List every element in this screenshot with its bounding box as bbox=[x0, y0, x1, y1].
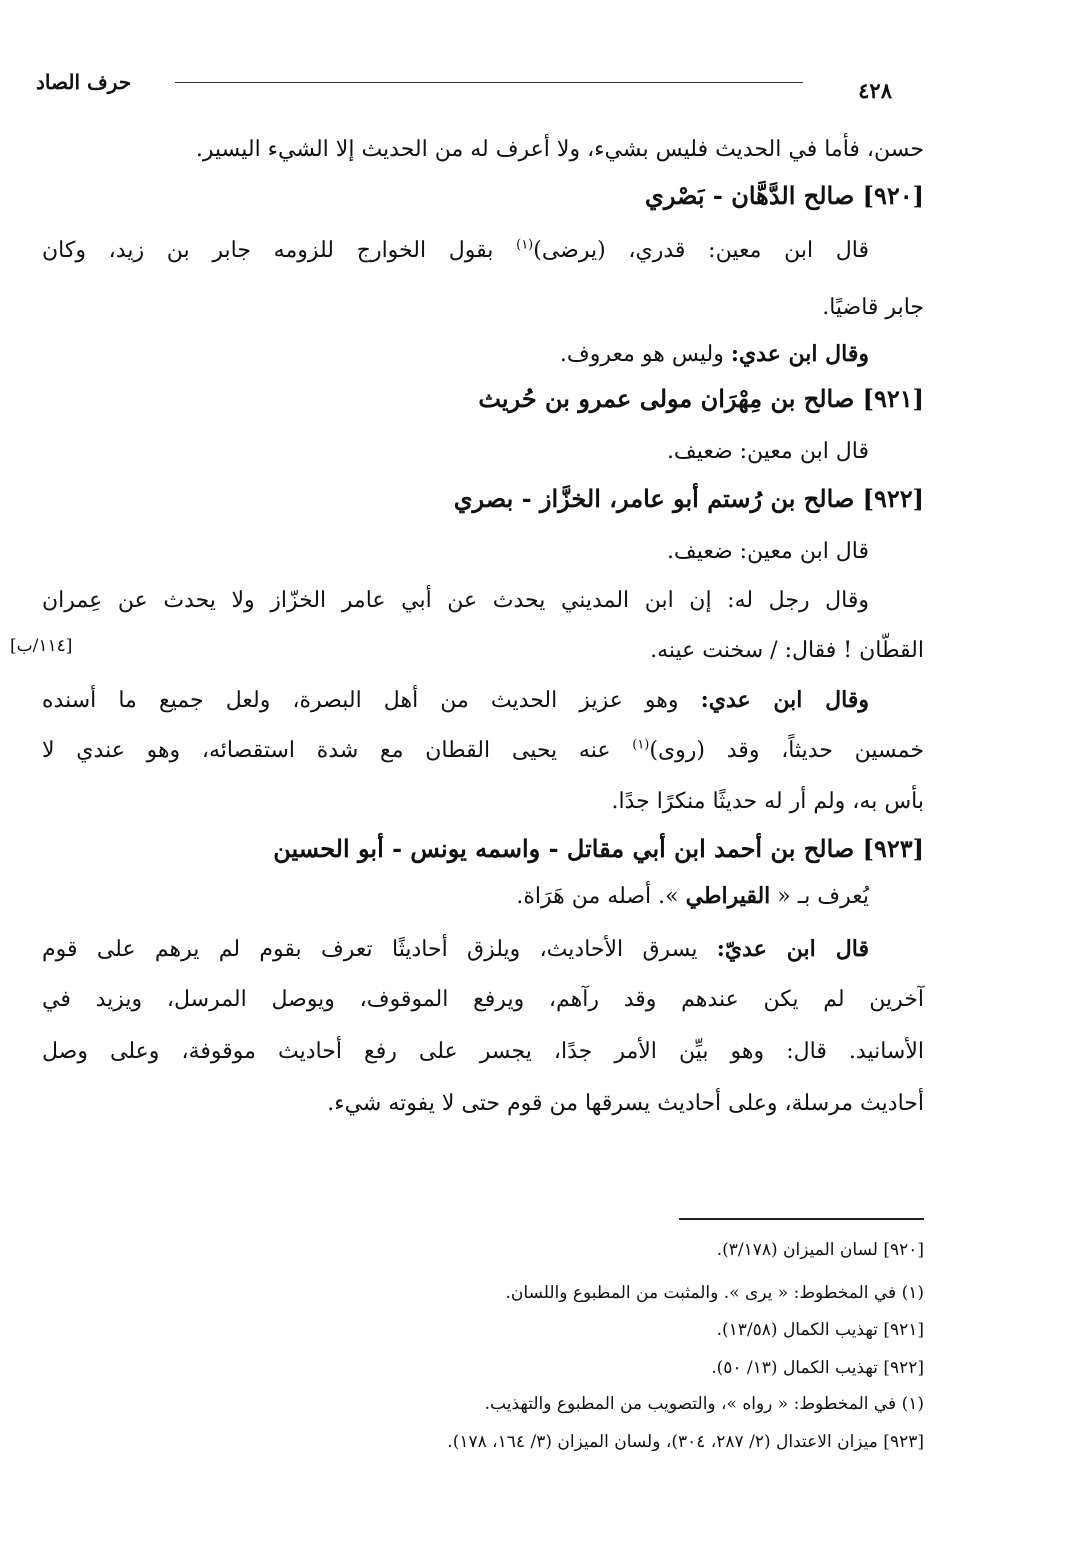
page-number: ٤٢٨ bbox=[858, 78, 892, 103]
text-segment: يسرق الأحاديث، ويلزق أحاديثًا تعرف بقوم لم يرهم على قوم bbox=[42, 937, 717, 962]
text-line-11: القطّان ! فقال: / سخنت عينه. bbox=[650, 638, 924, 663]
entry-heading-922: [٩٢٢] صالح بن رُستم أبو عامر، الخزَّاز - بصري bbox=[453, 484, 924, 513]
speaker-label: وقال ابن عدي: bbox=[700, 687, 869, 713]
text-line-7: قال ابن معين: ضعيف. bbox=[666, 439, 869, 464]
text-segment: قال ابن معين: قدري، (يرضى) bbox=[533, 238, 869, 263]
speaker-label: وقال ابن عدي: bbox=[730, 341, 869, 367]
footnote-4: [٩٢٢] تهذيب الكمال (١٣/ ٥٠). bbox=[711, 1358, 924, 1378]
text-line-10: وقال رجل له: إن ابن المديني يحدث عن أبي عامر الخزّاز ولا يحدث عن عِمران bbox=[42, 588, 869, 613]
speaker-label: قال ابن عديّ: bbox=[716, 936, 869, 962]
text-line-3 bbox=[42, 235, 869, 267]
text-segment: ». أصله من هَرَاة. bbox=[516, 884, 686, 909]
footnote-5: (١) في المخطوط: « رواه »، والتصويب من المطبوع والتهذيب. bbox=[484, 1394, 924, 1414]
text-segment: بقول الخوارج للزومه جابر بن زيد، وكان bbox=[42, 238, 517, 263]
text-line-1: حسن، فأما في الحديث فليس بشيء، ولا أعرف له من الحديث إلا الشيء اليسير. bbox=[195, 137, 924, 162]
footnote-marker: (١) bbox=[632, 737, 650, 753]
text-line-19: الأسانيد. قال: وهو بيِّن الأمر جدًا، يجسر على رفع أحاديث موقوفة، وعلى وصل bbox=[42, 1039, 924, 1064]
text-segment: خمسين حديثاً، وقد (روى) bbox=[649, 738, 924, 763]
text-line-18: آخرين لم يكن عندهم وقد رآهم، ويرفع الموقوف، ويوصل المرسل، ويزيد في bbox=[42, 987, 924, 1012]
text-segment: عنه يحيى القطان مع شدة استقصائه، وهو عندي لا bbox=[42, 738, 633, 763]
chapter-title: حرف الصاد bbox=[36, 70, 132, 94]
manuscript-folio-note: [١١٤/ب] bbox=[10, 636, 73, 656]
text-line-16 bbox=[42, 880, 869, 913]
footnote-marker: (١) bbox=[516, 237, 534, 253]
footnote-3: [٩٢١] تهذيب الكمال (١٣/٥٨). bbox=[716, 1320, 924, 1340]
text-line-14: بأس به، ولم أر له حديثًا منكرًا جدًا. bbox=[611, 789, 924, 814]
footnote-rule bbox=[679, 1218, 924, 1220]
entry-heading-921: [٩٢١] صالح بن مِهْرَان مولى عمرو بن حُريث bbox=[478, 384, 924, 413]
footnote-1: [٩٢٠] لسان الميزان (٣/١٧٨). bbox=[716, 1240, 924, 1260]
text-line-5 bbox=[42, 338, 869, 371]
text-line-12 bbox=[42, 684, 869, 717]
entry-heading-920: [٩٢٠] صالح الدَّهَّان - بَصْري bbox=[645, 181, 924, 210]
text-segment: وليس هو معروف. bbox=[559, 342, 731, 367]
header-rule bbox=[175, 82, 803, 83]
text-line-20: أحاديث مرسلة، وعلى أحاديث يسرقها من قوم حتى لا يفوته شيء. bbox=[327, 1091, 924, 1116]
text-line-9: قال ابن معين: ضعيف. bbox=[666, 539, 869, 564]
footnote-6: [٩٢٣] ميزان الاعتدال (٢/ ٢٨٧، ٣٠٤)، ولسان الميزان (٣/ ١٦٤، ١٧٨). bbox=[447, 1432, 924, 1452]
nisba-label: القيراطي bbox=[685, 883, 771, 909]
text-segment: يُعرف بـ « bbox=[770, 884, 869, 909]
text-segment: وهو عزيز الحديث من أهل البصرة، ولعل جميع ما أسنده bbox=[42, 688, 701, 713]
text-line-4: جابر قاضيًا. bbox=[822, 295, 924, 320]
entry-heading-923: [٩٢٣] صالح بن أحمد ابن أبي مقاتل - واسمه يونس - أبو الحسين bbox=[273, 834, 924, 863]
text-line-17 bbox=[42, 933, 869, 966]
footnote-2: (١) في المخطوط: « يرى ». والمثبت من المطبوع واللسان. bbox=[505, 1283, 924, 1303]
text-line-13 bbox=[42, 735, 924, 767]
